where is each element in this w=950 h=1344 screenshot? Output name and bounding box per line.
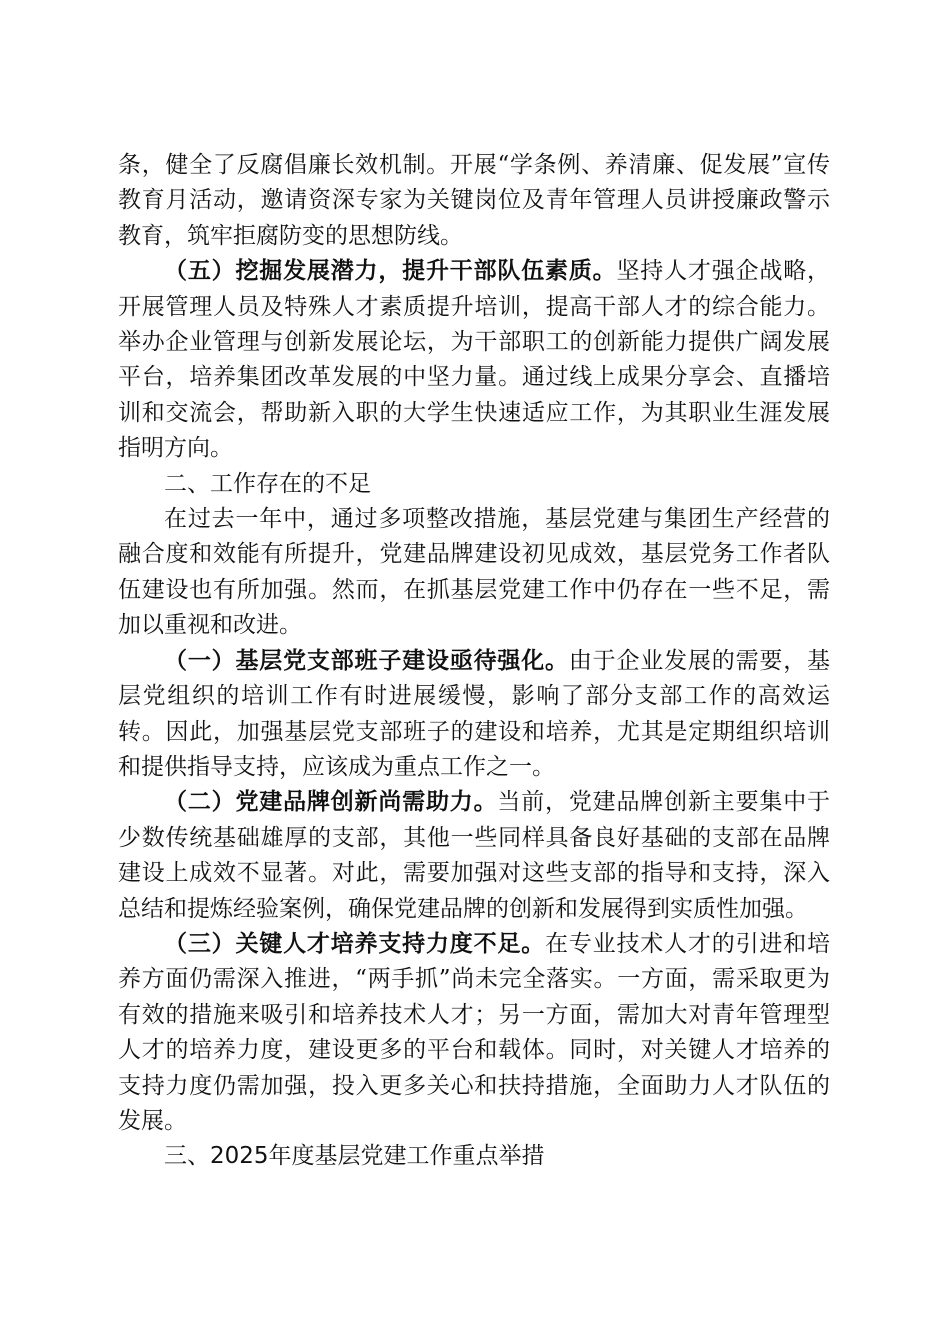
paragraph-brand-innovation	[118, 785, 830, 927]
paragraph-text: 在过去一年中，通过多项整改措施，基层党建与集团生产经营的融合度和效能有所提升，党建品牌建设初见成效，基层党务工作者队伍建设也有所加强。然而，在抓基层党建工作中仍存在一些不足，需加以重视和改进。	[118, 506, 830, 639]
paragraph-talent-support	[118, 927, 830, 1139]
section-heading-2025-measures: 三、2025年度基层党建工作重点举措	[164, 1143, 545, 1170]
paragraph-lead-heading: （三）关键人才培养支持力度不足。	[164, 930, 546, 957]
paragraph-lead-heading: （一）基层党支部班子建设亟待强化。	[164, 647, 569, 674]
paragraph-branch-team-building	[118, 644, 830, 786]
paragraph-cadre-quality	[118, 254, 830, 466]
paragraph-text: 在专业技术人才的引进和培养方面仍需深入推进，“两手抓”尚未完全落实。一方面，需采取更为有效的措施来吸引和培养技术人才；另一方面，需加大对青年管理型人才的培养力度，建设更多的平台和载体。同时，对关键人才培养的支持力度仍需加强，投入更多关心和扶持措施，全面助力人才队伍的发展。	[118, 930, 831, 1134]
paragraph-text: 当前，党建品牌创新主要集中于少数传统基础雄厚的支部，其他一些同样具备良好基础的支部在品牌建设上成效不显著。对此，需要加强对这些支部的指导和支持，深入总结和提炼经验案例，确保党建品牌的创新和发展得到实质性加强。	[118, 789, 831, 922]
paragraph-anti-corruption	[118, 148, 830, 254]
paragraph-text: 条，健全了反腐倡廉长效机制。开展“学条例、养清廉、促发展”宣传教育月活动，邀请资深专家为关键岗位及青年管理人员讲授廉政警示教育，筑牢拒腐防变的思想防线。	[118, 152, 830, 249]
document-page	[118, 148, 830, 1175]
section-heading-shortcomings: 二、工作存在的不足	[164, 470, 371, 497]
paragraph-lead-heading: （五）挖掘发展潜力，提升干部队伍素质。	[164, 258, 617, 285]
paragraph-lead-heading: （二）党建品牌创新尚需助力。	[164, 789, 498, 816]
paragraph-shortcomings-intro	[118, 502, 830, 644]
paragraph-text: 坚持人才强企战略，开展管理人员及特殊人才素质提升培训，提高干部人才的综合能力。举办企业管理与创新发展论坛，为干部职工的创新能力提供广阔发展平台，培养集团改革发展的中坚力量。通过线上成果分享会、直播培训和交流会，帮助新入职的大学生快速适应工作，为其职业生涯发展指明方向。	[118, 258, 831, 462]
paragraph-text: 由于企业发展的需要，基层党组织的培训工作有时进展缓慢，影响了部分支部工作的高效运转。因此，加强基层党支部班子的建设和培养，尤其是定期组织培训和提供指导支持，应该成为重点工作之一。	[118, 647, 831, 780]
